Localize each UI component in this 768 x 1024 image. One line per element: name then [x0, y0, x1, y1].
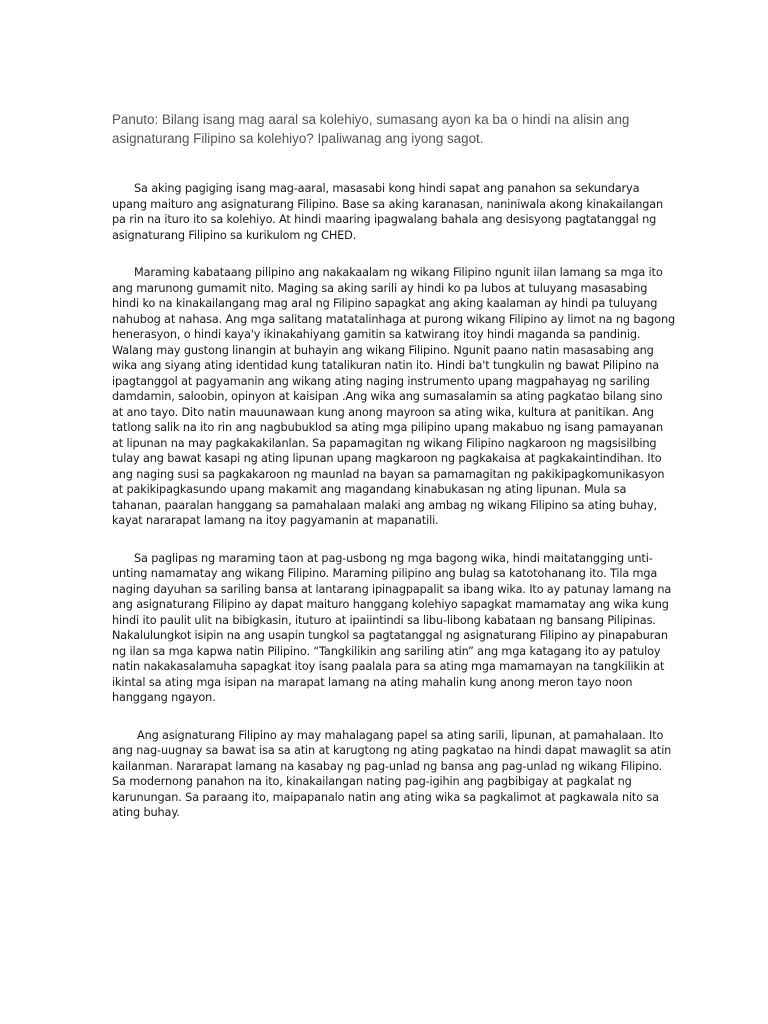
instruction-text: Panuto: Bilang isang mag aaral sa kolehiyo, sumasang ayon ka ba o hindi na alisin ang asignaturang Filipino sa kolehiyo? Ipaliwanag ang iyong sagot.: [112, 112, 630, 146]
essay-paragraph-4: Ang asignaturang Filipino ay may mahalagang papel sa ating sarili, lipunan, at pamahalaan. Ito ang nag-uugnay sa bawat isa sa atin at karugtong ng ating pagkatao na hindi dapat mawaglit sa atin kailanman. Nararapat lamang na kasabay ng pag-unlad ng bansa ang pag-unlad ng wikang Filipino. Sa modernong panahon na ito, kinakailangan nating pag-igihin ang pagbibigay at pagkalat ng karunungan. Sa paraang ito, maipapanalo natin ang ating wika sa pagkalimot at pagkawala nito sa ating buhay.: [112, 728, 672, 819]
essay-paragraph-1: Sa aking pagiging isang mag-aaral, masasabi kong hindi sapat ang panahon sa sekundarya upang maituro ang asignaturang Filipino. Base sa aking karanasan, naniniwala akong kinakailangan pa rin na ituro ito sa kolehiyo. At hindi maaring ipagwalang bahala ang desisyong pagtatanggal ng asignaturang Filipino sa kurikulom ng CHED.: [112, 182, 664, 242]
essay-paragraph-3: Sa paglipas ng maraming taon at pag-usbong ng mga bagong wika, hindi maitatangging unti-unting namamatay ang wikang Filipino. Maraming pilipino ang bulag sa katotohanang ito. Tila mga naging dayuhan sa sariling bansa at lantarang ipinagpapalit sa ibang wika. Ito ay patunay lamang na ang asignaturang Filipino ay dapat maituro hanggang kolehiyo sapagkat mamamatay ang wika kung hindi ito paulit ulit na bibigkasin, ituturo at ipaiintindi sa libu-libong kabataan ng bansang Pilipinas. Nakalulungkot isipin na ang usapin tungkol sa pagtatanggal ng asignaturang Filipino ay pinapaburan ng ilan sa mga kapwa natin Pilipino. “Tangkilikin ang sariling atin” ang mga katagang ito ay patuloy natin nakakasalamuha sapagkat itoy isang paalala para sa ating mga mamamayan na tangkilikin at ikintal sa ating mga isipan na marapat lamang na ating mahalin kung anong meron tayo noon hanggang ngayon.: [112, 551, 672, 704]
essay-body: [112, 181, 676, 843]
essay-paragraph-2: Maraming kabataang pilipino ang nakakaalam ng wikang Filipino ngunit iilan lamang sa mga ito ang marunong gumamit nito. Maging sa aking sarili ay hindi ko pa lubos at tuluyang masasabing hindi ko na kinakailangang mag aral ng Filipino sapagkat ang aking kaalaman ay hindi pa tuluyang nahubog at nahasa. Ang mga salitang matatalinhaga at purong wikang Filipino ay limot na ng bagong henerasyon, o hindi kaya'y ikinakahiyang gamitin sa katwirang itoy hindi maganda sa pandinig. Walang may gustong linangin at buhayin ang wikang Filipino. Ngunit paano natin masasabing ang wika ang siyang ating identidad kung tatalikuran natin ito. Hindi ba't tungkulin ng bawat Pilipino na ipagtanggol at pagyamanin ang wikang ating naging instrumento upang magpahayag ng sariling damdamin, saloobin, opinyon at kaisipan .Ang wika ang sumasalamin sa ating pagkatao bilang sino at ano tayo. Dito natin mauunawaan kung anong mayroon sa ating wika, kultura at panitikan. Ang tatlong salik na ito rin ang nagbubuklod sa ating mga pilipino upang makabuo ng isang pamayanan at lipunan na may pagkakakilanlan. Sa papamagitan ng wikang Filipino nagkaroon ng magsisilbing tulay ang bawat kasapi ng ating lipunan upang magkaroon ng pagkakaisa at pagkakaintindihan. Ito ang naging susi sa pagkakaroon ng maunlad na bayan sa pamamagitan ng pakikipagkomunikasyon at pakikipagkasundo upang makamit ang magandang kinabukasan ng ating lipunan. Mula sa tahanan, paaralan hanggang sa pamahalaan malaki ang ambag ng wikang Filipino sa ating buhay, kayat nararapat lamang na itoy pagyamanin at mapanatili.: [112, 266, 675, 527]
